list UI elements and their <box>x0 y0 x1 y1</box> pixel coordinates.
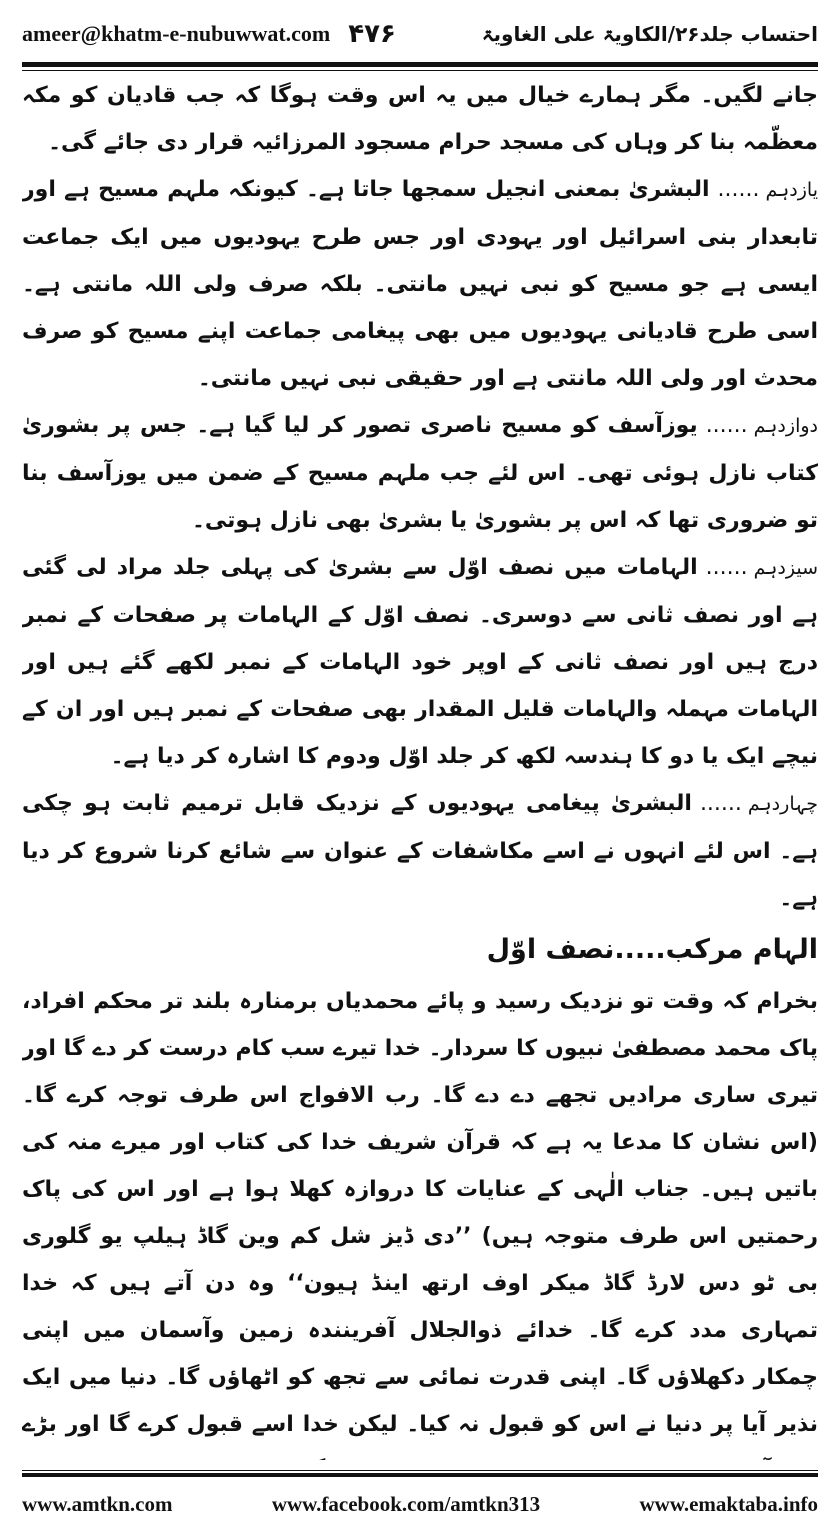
paragraph-3 <box>22 402 818 544</box>
header-left-group <box>22 19 396 49</box>
paragraph-5-text: البشریٰ پیغامی یہودیوں کے نزدیک قابل ترمیم ثابت ہو چکی ہے۔ اس لئے انہوں نے اسے مکاشفات کے عنوان سے شائع کرنا شروع کر دیا ہے۔ <box>22 791 818 911</box>
paragraph-5 <box>22 780 818 922</box>
paragraph-4 <box>22 544 818 780</box>
page-footer <box>22 1482 818 1526</box>
paragraph-5-dots: ...... <box>699 791 742 816</box>
paragraph-1: جانے لگیں۔ مگر ہمارے خیال میں یہ اس وقت ہوگا کہ جب قادیان کو مکہ معظّمہ بنا کر وہاں کی مسجد حرام مسجود المرزائیہ قرار دی جائے گی۔ <box>22 83 818 155</box>
paragraph-3-text: یوزآسف کو مسیح ناصری تصور کر لیا گیا ہے۔ جس پر بشوریٰ کتاب نازل ہوئی تھی۔ اس لئے جب ملہم مسیح کے ضمن میں یوزآسف بنا تو ضروری تھا کہ اس پر بشوریٰ یا بشریٰ بھی نازل ہوتی۔ <box>22 413 818 533</box>
header-email[interactable]: ameer@khatm-e-nubuwwat.com <box>22 21 331 46</box>
paragraph-2 <box>22 166 818 402</box>
paragraph-4-dots: ...... <box>705 555 748 580</box>
section-heading: الہام مرکب.....نصف اوّل <box>486 934 818 965</box>
footer-rule <box>22 1470 818 1477</box>
paragraph-3-dots: ...... <box>705 413 748 438</box>
header-book-title: احتساب جلد۲۶/الکاویۃ علی الغاویۃ <box>481 22 818 46</box>
paragraph-2-dots: ...... <box>717 177 760 202</box>
paragraph-6: بخرام کہ وقت تو نزدیک رسید و پائے محمدیاں برمنارہ بلند تر محکم افراد، پاک محمد مصطفیٰ نبیوں کا سردار۔ خدا تیرے سب کام درست کر دے گا اور تیری ساری مرادیں تجھے دے دے گا۔ رب الافواج اس طرف توجہ کرے گا۔ (اس نشان کا مدعا یہ ہے کہ قرآن شریف خدا کی کتاب اور میرے منہ کی باتیں ہیں۔ جناب الٰہی کے عنایات کا دروازہ کھلا ہوا ہے اور اس کی پاک رحمتیں اس طرف متوجہ ہیں) ’’دی ڈیز شل کم وین گاڈ ہیلپ یو گلوری بی ٹو دس لارڈ گاڈ میکر اوف ارتھ اینڈ ہیون‘‘ وہ دن آتے ہیں کہ خدا تمہاری مدد کرے گا۔ خدائے ذوالجلال آفرینندہ زمین وآسمان میں اپنی چمکار دکھلاؤں گا۔ اپنی قدرت نمائی سے تجھ کو اٹھاؤں گا۔ دنیا میں ایک نذیر آیا پر دنیا نے اس کو قبول نہ کیا۔ لیکن خدا اسے قبول کرے گا اور بڑے <box>22 989 818 1437</box>
page-number: ۴۷۶ <box>348 19 396 49</box>
footer-link-amtkn[interactable]: www.amtkn.com <box>22 1491 173 1516</box>
footer-link-facebook[interactable]: www.facebook.com/amtkn313 <box>271 1491 541 1516</box>
header-rule <box>22 62 818 71</box>
paragraph-2-text: البشریٰ بمعنی انجیل سمجھا جاتا ہے۔ کیونکہ ملہم مسیح ہے اور تابعدار بنی اسرائیل اور یہودی اور جس طرح یہودیوں میں ایک جماعت ایسی ہے جو مسیح کو نبی نہیں مانتی۔ بلکہ صرف ولی اللہ مانتی ہے۔ اسی طرح قادیانی یہودیوں میں بھی پیغامی جماعت اپنے مسیح کو صرف محدث اور ولی اللہ مانتی ہے اور حقیقی نبی نہیں مانتی۔ <box>22 177 818 391</box>
footer-link-emaktaba[interactable]: www.emaktaba.info <box>639 1491 818 1516</box>
paragraph-5-label: چہاردہم <box>747 793 818 815</box>
paragraph-3-label: دوازدہم <box>753 415 818 437</box>
page-body <box>22 72 818 1460</box>
paragraph-4-label: سیزدہم <box>753 557 818 579</box>
page-header <box>22 10 818 58</box>
paragraph-4-text: الہامات میں نصف اوّل سے بشریٰ کی پہلی جلد مراد لی گئی ہے اور نصف ثانی سے دوسری۔ نصف اوّل کے الہامات پر صفحات کے نمبر درج ہیں اور نصف ثانی کے اوپر خود الہامات کے نمبر لکھے گئے ہیں اور الہامات مہملہ والہامات قلیل المقدار بھی صفحات کے نمبر ہیں اور ان کے نیچے ایک یا دو کا ہندسہ لکھ کر جلد اوّل ودوم کا اشارہ کر دیا ہے۔ <box>22 555 818 769</box>
paragraph-2-label: یازدہم <box>765 179 818 201</box>
